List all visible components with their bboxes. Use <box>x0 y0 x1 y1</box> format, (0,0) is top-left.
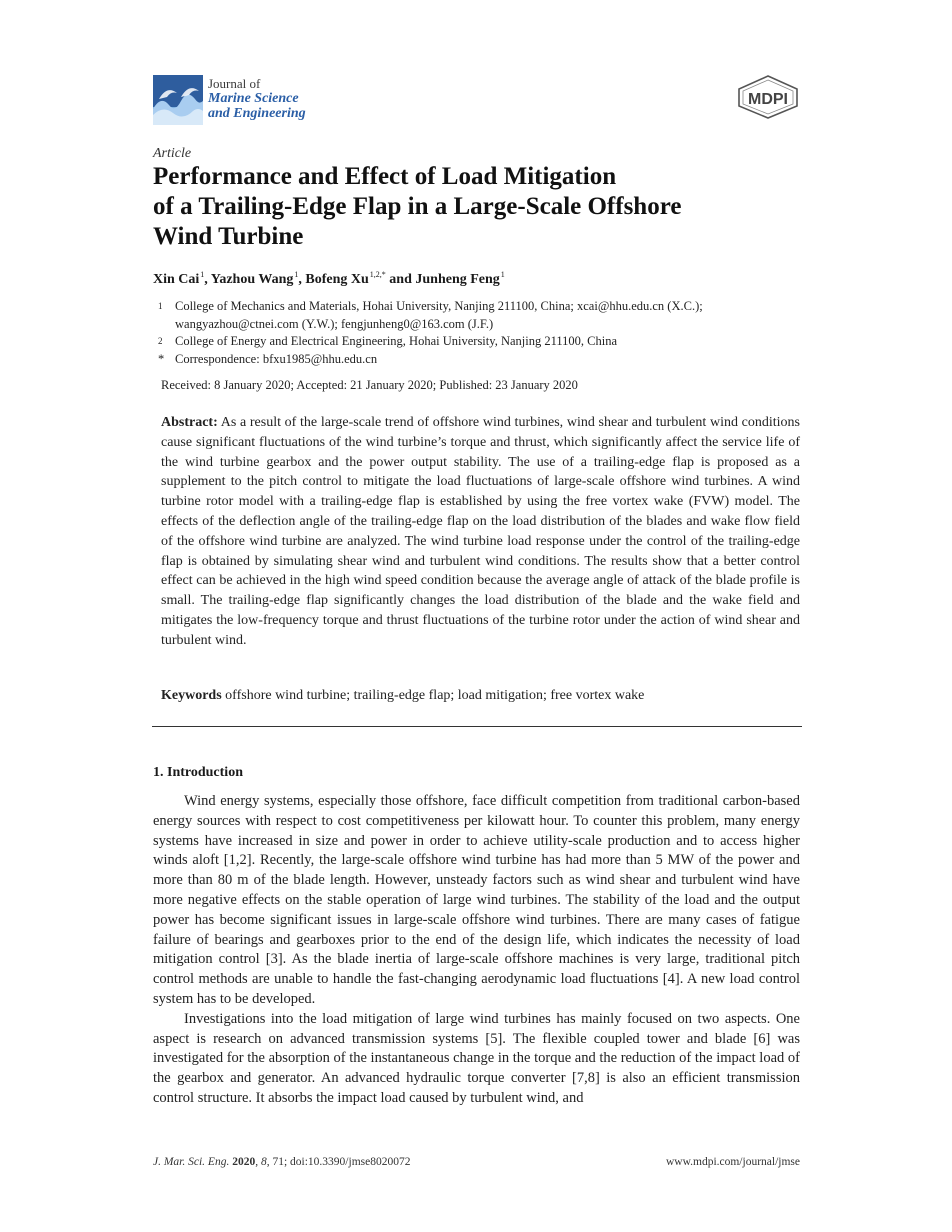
footer-url[interactable]: www.mdpi.com/journal/jmse <box>665 1156 800 1168</box>
author-affil-marker: 1,2,* <box>369 270 386 279</box>
abstract-text: As a result of the large-scale trend of offshore wind turbines, wind shear and turbulent wind conditions cause significant fluctuations of the wind turbine’s torque and thrust, which significantly affect the service life of the wind turbine gearbox and the power output stability. The use of a trailing-edge flap is proposed as a supplement to the pitch control to mitigate the load fluctuations of large-scale offshore wind turbines. A wind turbine rotor model with a trailing-edge flap is established by using the free vortex wake (FVW) model. The effects of the deflection angle of the trailing-edge flap on the load distribution of the blades and wake flow field of the offshore wind turbine are analyzed. The wind turbine load response under the control of the trailing-edge flap is obtained by simulating shear wind and turbulent wind conditions. The results show that a better control effect can be achieved in the high wind speed condition because the average angle of attack of the blade profile is small. The trailing-edge flap significantly changes the load distribution of the blade and the wake field and mitigates the low-frequency torque and thrust fluctuations of the turbine rotor under the action of wind shear and turbulent wind. <box>161 415 800 648</box>
author-name: Yazhou Wang <box>210 272 294 287</box>
journal-name-line2: Marine Science <box>208 91 299 106</box>
author-separator: and <box>385 272 416 287</box>
footer-doi: , 71; doi:10.3390/jmse8020072 <box>266 1156 411 1168</box>
keywords <box>161 688 800 704</box>
paragraph: Wind energy systems, especially those offshore, face difficult competition from traditional carbon-based energy sources with respect to cost competitiveness per kilowatt hour. To counter this problem, many energy systems have increased in size and power in order to achieve utility-scale production and to access higher winds aloft [1,2]. Recently, the large-scale offshore wind turbine has had more than 5 MW of the power and more than 80 m of the blade length. However, unsteady factors such as wind shear and turbulent wind have more negative effects on the stable operation of large wind turbines. The stability of the load and the output power has become significant issues in large-scale offshore wind turbines. There are many cases of fatigue failure of bearings and gearboxes prior to the end of the design life, which indicates the necessity of load mitigation control [3]. As the blade inertia of large-scale offshore machines is very large, traditional pitch control methods are unable to handle the fast-changing aerodynamic load fluctuations [4]. A new load control system has to be developed. <box>153 793 800 1007</box>
title-line: of a Trailing-Edge Flap in a Large-Scale Offshore <box>153 193 682 220</box>
author-affil-marker: 1 <box>200 270 205 279</box>
affiliation-item <box>158 316 818 334</box>
author-list <box>153 270 505 288</box>
title-line: Wind Turbine <box>153 223 304 250</box>
publication-dates: Received: 8 January 2020; Accepted: 21 January 2020; Published: 23 January 2020 <box>161 378 578 392</box>
affiliation-marker: 2 <box>158 336 163 346</box>
author-name: Xin Cai <box>153 272 200 287</box>
keywords-text: offshore wind turbine; trailing-edge flap; load mitigation; free vortex wake <box>225 688 645 703</box>
footer-year: 2020 <box>232 1156 256 1168</box>
abstract <box>161 413 800 651</box>
journal-logo <box>153 75 353 127</box>
publisher-name: MDPI <box>748 91 788 108</box>
footer-volume: 8 <box>260 1156 267 1168</box>
paper-title <box>153 162 813 252</box>
affiliation-marker: 1 <box>158 301 163 311</box>
wave-logo-icon <box>153 75 203 125</box>
mdpi-logo-icon <box>735 74 801 120</box>
affiliation-text: wangyazhou@ctnei.com (Y.W.); fengjunheng0@163.com (J.F.) <box>175 316 494 331</box>
paragraph: Investigations into the load mitigation of large wind turbines has mainly focused on two aspects. One aspect is research on advanced transmission systems [5]. The flexible coupled tower and blade [6] was investigated for the absorption of the instantaneous change in the torque and the reduction of the impact load of the gearbox and generator. An advanced hydraulic torque converter [7,8] is also an efficient transmission control structure. It absorbs the impact load caused by turbulent wind, and <box>153 1010 800 1106</box>
author-separator: , <box>298 272 306 287</box>
section-body <box>153 792 800 1109</box>
journal-name-line3: and Engineering <box>208 106 306 121</box>
author-separator: , <box>204 272 211 287</box>
article-type: Article <box>153 146 192 161</box>
affiliation-item <box>158 351 818 369</box>
journal-abbrev: J. Mar. Sci. Eng. <box>153 1156 230 1168</box>
footer-citation: J. Mar. Sci. Eng. 2020, 8, 71; doi:10.3390/jmse8020072 <box>153 1156 411 1168</box>
author-affil-marker: 1 <box>500 270 505 279</box>
affiliation-marker: * <box>158 351 165 366</box>
affiliation-item <box>158 298 818 316</box>
section-heading: 1. Introduction <box>153 765 243 780</box>
author-name: Bofeng Xu <box>305 272 369 287</box>
journal-name-line1: Journal of <box>208 76 261 91</box>
correspondence-text: Correspondence: bfxu1985@hhu.edu.cn <box>175 351 378 366</box>
author-name: Junheng Feng <box>415 272 500 287</box>
author-affil-marker: 1 <box>294 270 299 279</box>
title-line: Performance and Effect of Load Mitigation <box>153 163 617 190</box>
affiliation-text: College of Energy and Electrical Engineering, Hohai University, Nanjing 211100, China <box>175 334 618 348</box>
affiliation-text: College of Mechanics and Materials, Hohai University, Nanjing 211100, China; xcai@hhu.edu.cn (X.C.); <box>175 299 703 313</box>
keywords-label: Keywords <box>161 688 222 703</box>
publisher-logo <box>735 74 801 120</box>
affiliations <box>158 298 818 368</box>
divider <box>152 726 802 727</box>
affiliation-item <box>158 333 818 351</box>
abstract-label: Abstract: <box>161 415 218 430</box>
